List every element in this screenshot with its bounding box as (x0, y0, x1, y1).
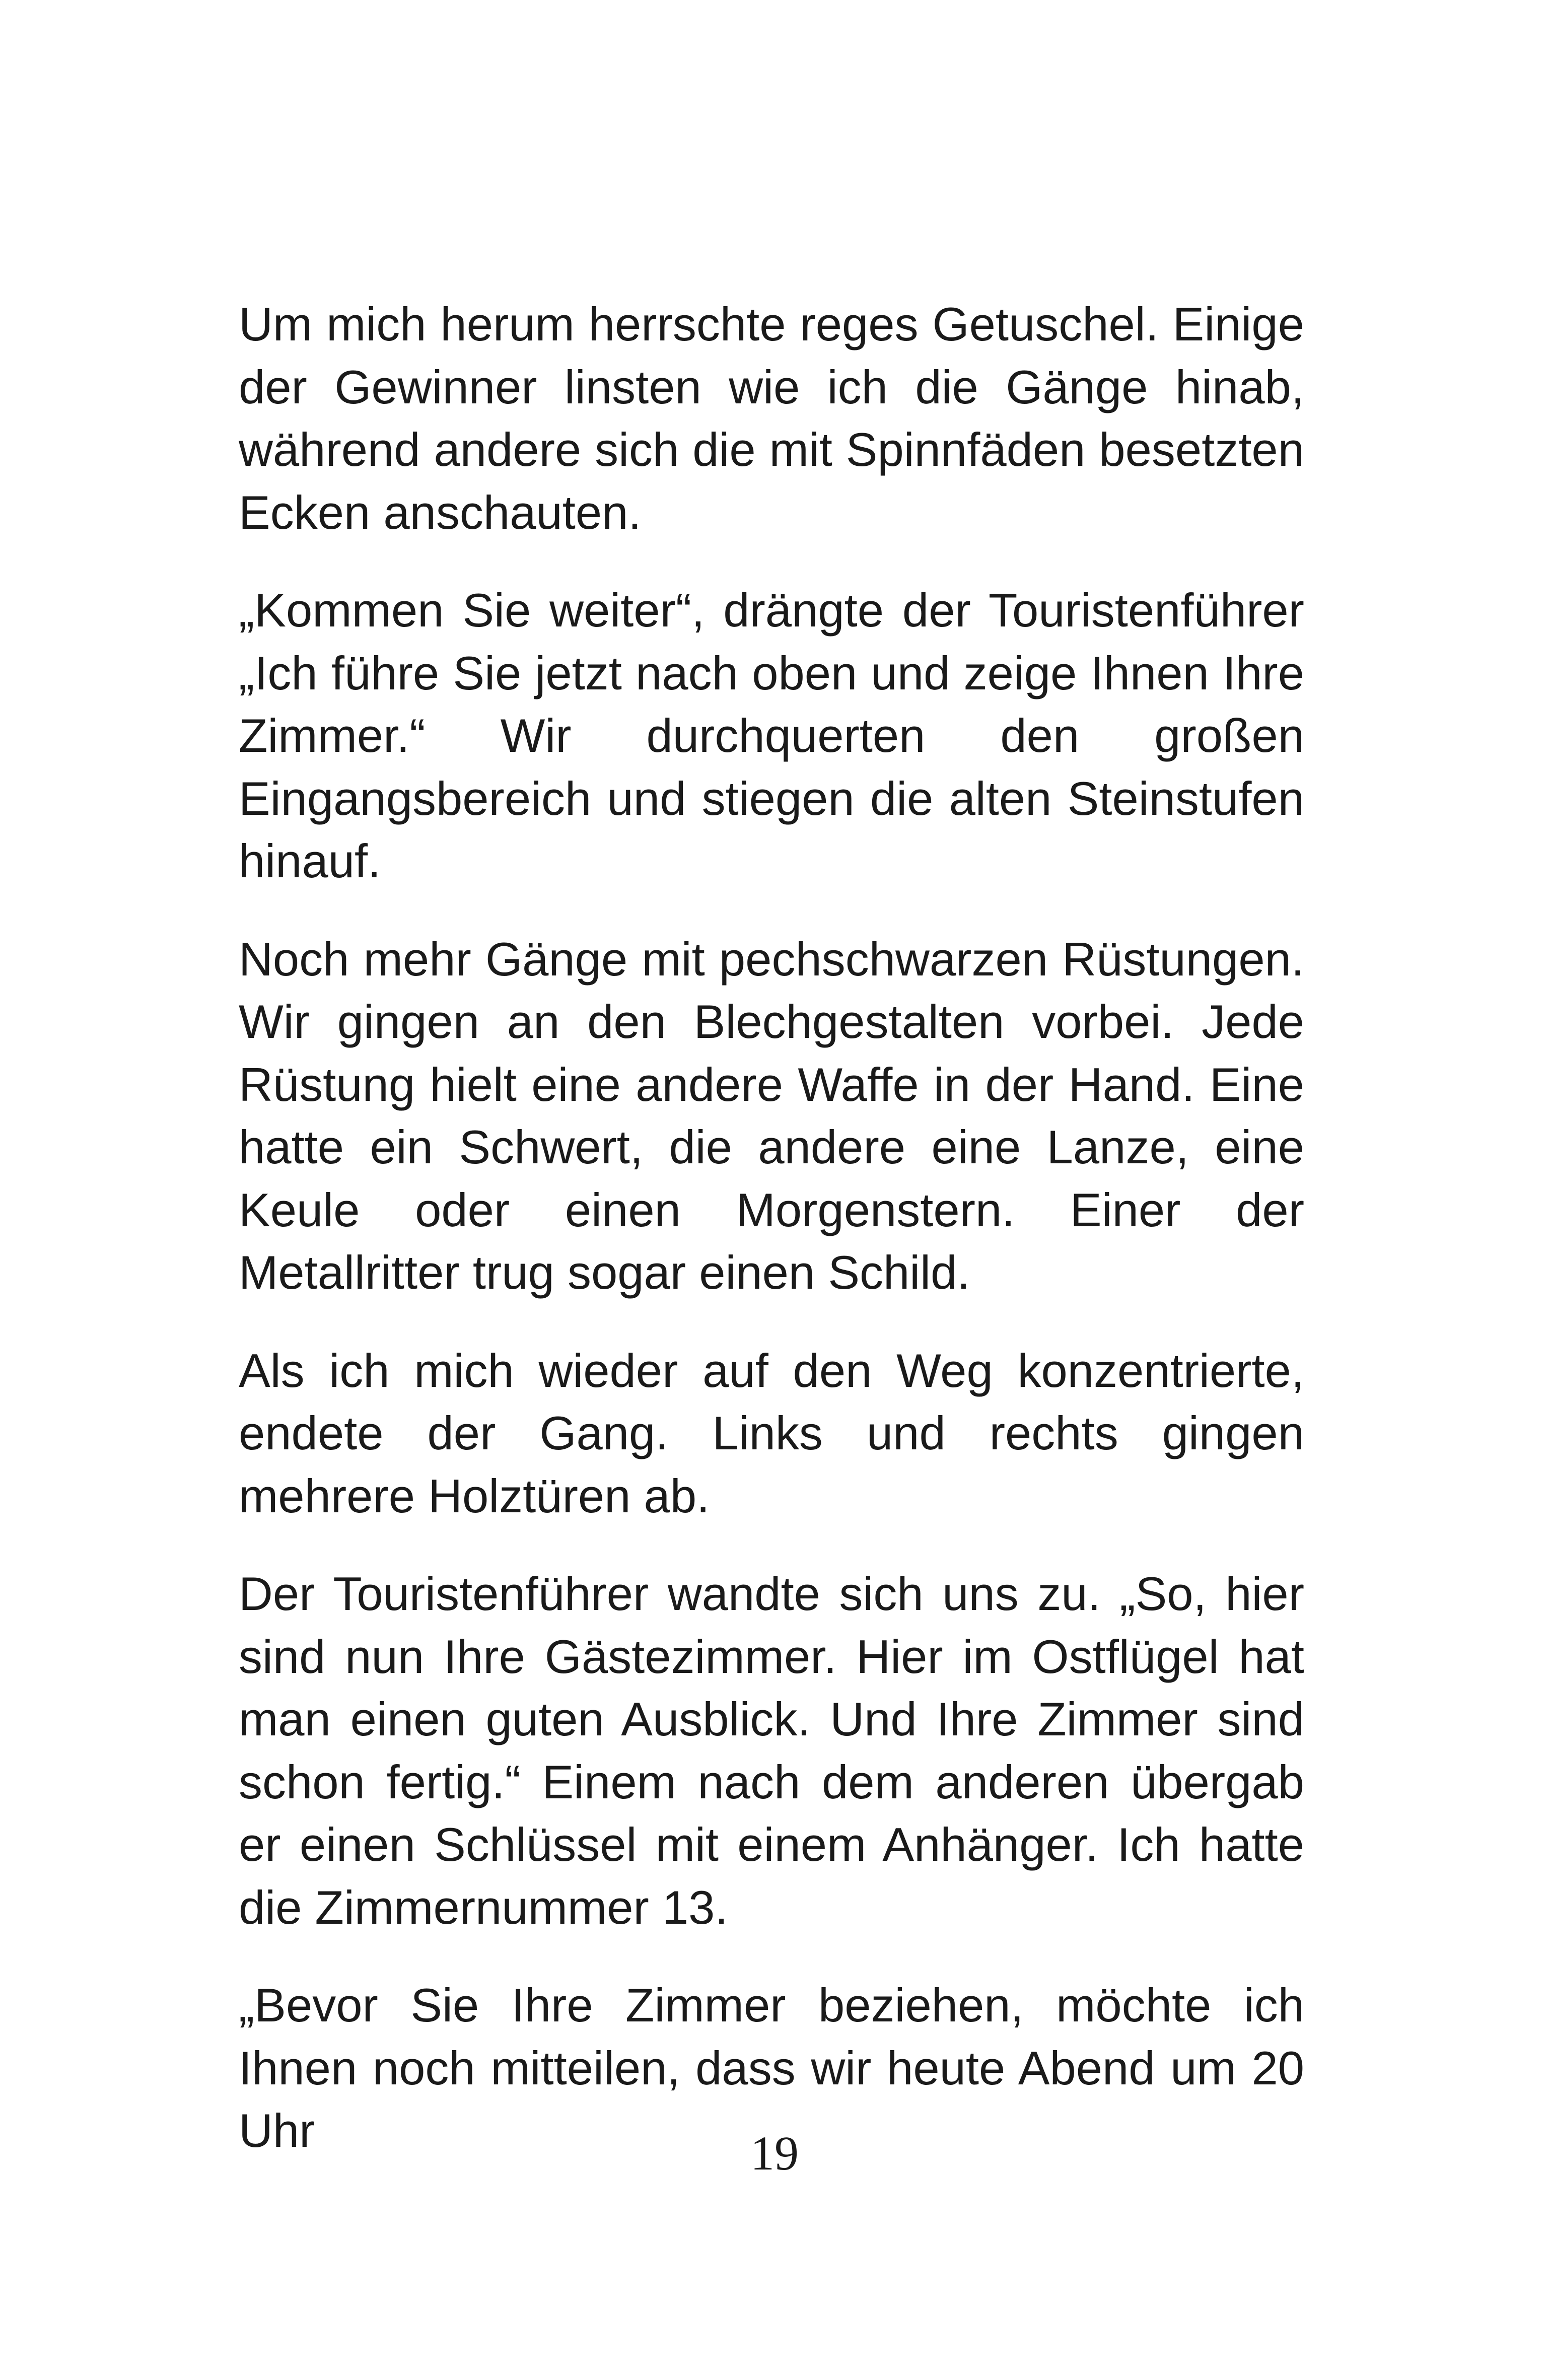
paragraph: Um mich herum herrschte reges Getuschel. Einige der Gewinner linsten wie ich die Gänge hinab, während andere sich die mit Spinnfäden besetzten Ecken anschauten. (239, 298, 1304, 539)
paragraph: Als ich mich wieder auf den Weg konzentrierte, endete der Gang. Links und rechts gingen mehrere Holztüren ab. (239, 1344, 1304, 1522)
paragraph: Noch mehr Gänge mit pechschwarzen Rüstungen. Wir gingen an den Blechgestalten vorbei. Jede Rüstung hielt eine andere Waffe in der Hand. Eine hatte ein Schwert, die andere eine Lanze, eine Keule oder einen Morgenstern. Einer der Metallritter trug sogar einen Schild. (239, 932, 1304, 1299)
page-number: 19 (750, 2126, 799, 2180)
paragraph-continued: „Bevor Sie Ihre Zimmer beziehen, möchte ich Ihnen noch mitteilen, dass wir heute Abend um 20 Uhr (239, 1979, 1304, 2157)
paragraph: „Kommen Sie weiter“, drängte der Touristenführer „Ich führe Sie jetzt nach oben und zeige Ihnen Ihre Zimmer.“ Wir durchquerten den großen Eingangsbereich und stiegen die alten Steinstufen hinauf. (239, 584, 1304, 887)
body-text (239, 293, 1304, 2162)
paragraph: Der Touristenführer wandte sich uns zu. „So, hier sind nun Ihre Gästezimmer. Hier im Ostflügel hat man einen guten Ausblick. Und Ihre Zimmer sind schon fertig.“ Einem nach dem anderen übergab er einen Schlüssel mit einem Anhänger. Ich hatte die Zimmernummer 13. (239, 1567, 1304, 1934)
